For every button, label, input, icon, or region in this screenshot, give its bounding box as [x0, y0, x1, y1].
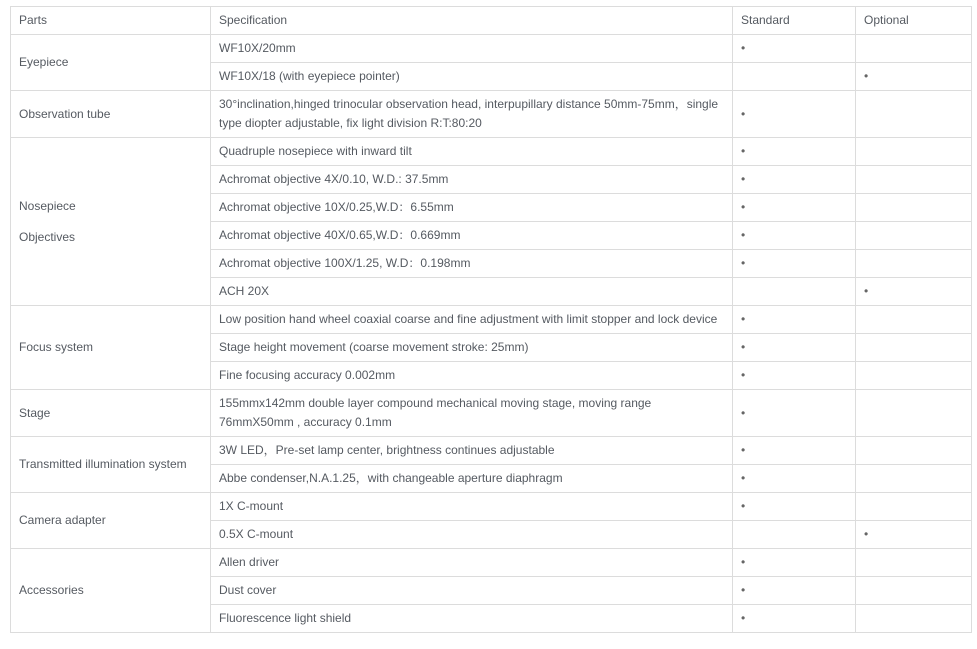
standard-cell — [733, 390, 856, 437]
optional-cell — [856, 493, 972, 521]
parts-cell — [11, 138, 211, 306]
parts-label: Camera adapter — [19, 513, 106, 527]
table-row — [11, 437, 972, 465]
parts-stack — [19, 197, 202, 247]
spec-cell: WF10X/18 (with eyepiece pointer) — [211, 63, 733, 91]
standard-cell — [733, 465, 856, 493]
spec-cell: 3W LED，Pre-set lamp center, brightness continues adjustable — [211, 437, 733, 465]
spec-cell: Fluorescence light shield — [211, 605, 733, 633]
table-row — [11, 35, 972, 63]
parts-label: Eyepiece — [19, 55, 69, 69]
parts-label: Accessories — [19, 583, 84, 597]
standard-mark-icon: • — [741, 443, 746, 457]
parts-label: Focus system — [19, 340, 94, 354]
standard-cell — [733, 194, 856, 222]
standard-mark-icon: • — [741, 611, 746, 625]
standard-cell — [733, 91, 856, 138]
parts-cell — [11, 306, 211, 390]
standard-mark-icon: • — [741, 555, 746, 569]
parts-cell — [11, 549, 211, 633]
standard-cell — [733, 222, 856, 250]
standard-cell — [733, 306, 856, 334]
spec-cell: Stage height movement (coarse movement stroke: 25mm) — [211, 334, 733, 362]
optional-cell — [856, 521, 972, 549]
parts-label: Transmitted illumination system — [19, 457, 187, 471]
standard-mark-icon: • — [741, 200, 746, 214]
spec-cell: Achromat objective 40X/0.65,W.D：0.669mm — [211, 222, 733, 250]
parts-label: Observation tube — [19, 106, 111, 121]
standard-cell — [733, 35, 856, 63]
standard-cell — [733, 278, 856, 306]
optional-cell — [856, 390, 972, 437]
spec-cell: Low position hand wheel coaxial coarse and fine adjustment with limit stopper and lock device — [211, 306, 733, 334]
parts-cell — [11, 390, 211, 437]
table-body — [11, 35, 972, 633]
spec-cell: Fine focusing accuracy 0.002mm — [211, 362, 733, 390]
standard-mark-icon: • — [741, 106, 746, 121]
spec-cell: Achromat objective 100X/1.25, W.D：0.198mm — [211, 250, 733, 278]
spec-cell: Abbe condenser,N.A.1.25，with changeable aperture diaphragm — [211, 465, 733, 493]
optional-cell — [856, 278, 972, 306]
standard-cell — [733, 437, 856, 465]
optional-cell — [856, 166, 972, 194]
spec-cell: ACH 20X — [211, 278, 733, 306]
parts-cell — [11, 493, 211, 549]
optional-cell — [856, 91, 972, 138]
header-row — [11, 7, 972, 35]
header-spec: Specification — [211, 7, 733, 35]
standard-cell — [733, 549, 856, 577]
spec-cell: Allen driver — [211, 549, 733, 577]
optional-cell — [856, 306, 972, 334]
standard-mark-icon: • — [741, 583, 746, 597]
parts-cell — [11, 437, 211, 493]
table-row — [11, 390, 972, 437]
parts-label: Stage — [19, 405, 51, 420]
standard-cell — [733, 138, 856, 166]
spec-cell: WF10X/20mm — [211, 35, 733, 63]
spec-cell: 155mmx142mm double layer compound mechanical moving stage, moving range 76mmX50mm , accuracy 0.1mm — [211, 390, 733, 437]
header-optional: Optional — [856, 7, 972, 35]
standard-cell — [733, 334, 856, 362]
optional-cell — [856, 577, 972, 605]
optional-cell — [856, 605, 972, 633]
header-parts: Parts — [11, 7, 211, 35]
optional-cell — [856, 362, 972, 390]
optional-cell — [856, 194, 972, 222]
spec-cell: 30°inclination,hinged trinocular observation head, interpupillary distance 50mm-75mm，single type diopter adjustable, fix light division R:T:80:20 — [211, 91, 733, 138]
optional-cell — [856, 63, 972, 91]
optional-mark-icon: • — [864, 69, 869, 83]
spec-cell: 1X C-mount — [211, 493, 733, 521]
spec-cell: Achromat objective 4X/0.10, W.D.: 37.5mm — [211, 166, 733, 194]
standard-cell — [733, 521, 856, 549]
standard-cell — [733, 362, 856, 390]
standard-mark-icon: • — [741, 368, 746, 382]
standard-mark-icon: • — [741, 312, 746, 326]
optional-cell — [856, 549, 972, 577]
standard-mark-icon: • — [741, 471, 746, 485]
standard-cell — [733, 166, 856, 194]
table-row — [11, 493, 972, 521]
optional-cell — [856, 35, 972, 63]
optional-cell — [856, 222, 972, 250]
standard-cell — [733, 493, 856, 521]
standard-mark-icon: • — [741, 144, 746, 158]
spec-table — [10, 6, 972, 633]
standard-cell — [733, 63, 856, 91]
optional-cell — [856, 437, 972, 465]
optional-mark-icon: • — [864, 527, 869, 541]
spec-cell: Dust cover — [211, 577, 733, 605]
optional-cell — [856, 334, 972, 362]
standard-mark-icon: • — [741, 172, 746, 186]
standard-cell — [733, 605, 856, 633]
spec-cell: Achromat objective 10X/0.25,W.D：6.55mm — [211, 194, 733, 222]
parts-cell — [11, 91, 211, 138]
optional-cell — [856, 465, 972, 493]
table-row — [11, 91, 972, 138]
optional-cell — [856, 138, 972, 166]
table-row — [11, 138, 972, 166]
header-standard: Standard — [733, 7, 856, 35]
optional-mark-icon: • — [864, 284, 869, 298]
parts-label: Objectives — [19, 229, 76, 244]
standard-cell — [733, 577, 856, 605]
parts-label: Nosepiece — [19, 198, 76, 213]
table-row — [11, 306, 972, 334]
table-row — [11, 549, 972, 577]
standard-mark-icon: • — [741, 41, 746, 55]
standard-mark-icon: • — [741, 499, 746, 513]
optional-cell — [856, 250, 972, 278]
standard-mark-icon: • — [741, 340, 746, 354]
standard-mark-icon: • — [741, 405, 746, 420]
standard-cell — [733, 250, 856, 278]
standard-mark-icon: • — [741, 228, 746, 242]
spec-cell: Quadruple nosepiece with inward tilt — [211, 138, 733, 166]
spec-cell: 0.5X C-mount — [211, 521, 733, 549]
parts-cell — [11, 35, 211, 91]
standard-mark-icon: • — [741, 256, 746, 270]
